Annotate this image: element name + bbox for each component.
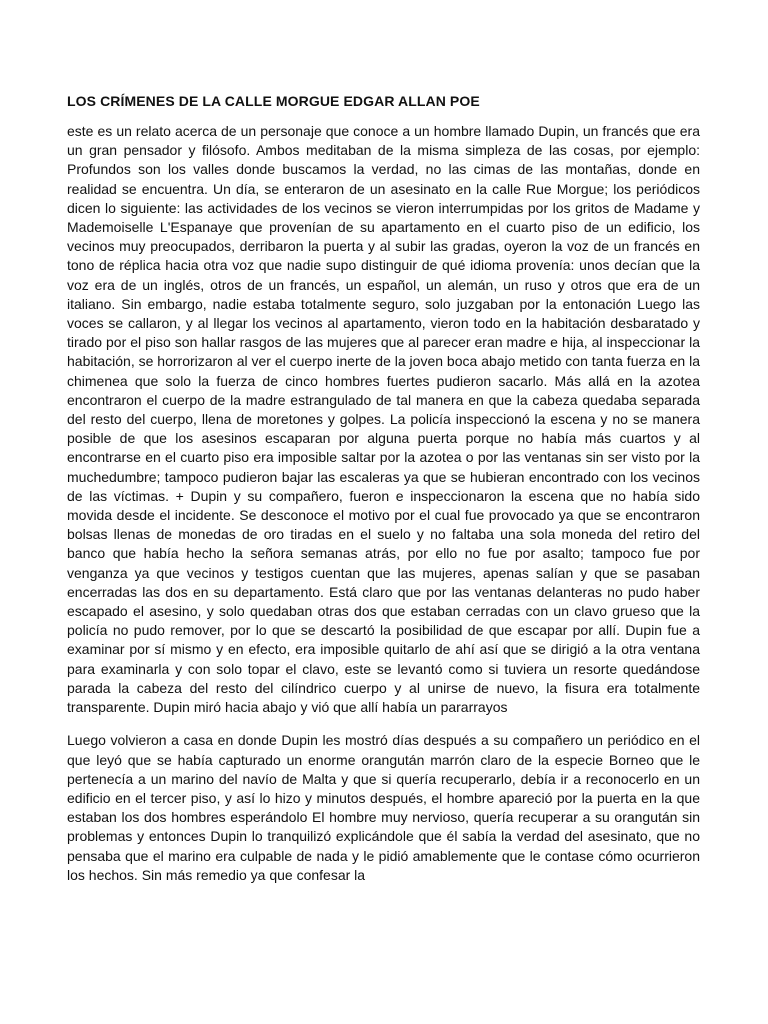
document-page — [67, 92, 700, 899]
paragraph-2: Luego volvieron a casa en donde Dupin les mostró días después a su compañero un periódico en el que leyó que se había capturado un enorme orangután marrón claro de la especie Borneo que le pertenecía a un marino del navío de Malta y que si quería recuperarlo, debía ir a reconocerlo en un edificio en el tercer piso, y así lo hizo y minutos después, el hombre apareció por la puerta en la que estaban los dos hombres esperándolo El hombre muy nervioso, quería recuperar a su orangután sin problemas y entonces Dupin lo tranquilizó explicándole que él sabía la verdad del asesinato, que no pensaba que el marino era culpable de nada y le pidió amablemente que le contase cómo ocurrieron los hechos. Sin más remedio ya que confesar la — [67, 732, 700, 883]
paragraph-1: este es un relato acerca de un personaje que conoce a un hombre llamado Dupin, un francés que era un gran pensador y filósofo. Ambos meditaban de la misma simpleza de las cosas, por ejemplo: Profundos son los valles donde buscamos la verdad, no las cimas de las montañas, donde en realidad se encuentra. Un día, se enteraron de un asesinato en la calle Rue Morgue; los periódicos dicen lo siguiente: las actividades de los vecinos se vieron interrumpidas por los gritos de Madame y Mademoiselle L'Espanaye que provenían de su apartamento en el cuarto piso de un edificio, los vecinos muy preocupados, derribaron la puerta y al subir las gradas, oyeron la voz de un francés en tono de réplica hacia otra voz que nadie supo distinguir de qué idioma provenía: unos decían que la voz era de un inglés, otros de un francés, un español, un alemán, un ruso y otros que era de un italiano. Sin embargo, nadie estaba totalmente seguro, solo juzgaban por la entonación Luego las voces se callaron, y al llegar los vecinos al apartamento, vieron todo en la habitación desbaratado y tirado por el piso son hallar rasgos de las mujeres que al parecer eran madre e hija, al inspeccionar la habitación, se horrorizaron al ver el cuerpo inerte de la joven boca abajo metido con tanta fuerza en la chimenea que solo la fuerza de cinco hombres fuertes pudieron sacarlo. Más allá en la azotea encontraron el cuerpo de la madre estrangulado de tal manera en que la cabeza quedaba separada del resto del cuerpo, llena de moretones y golpes. La policía inspeccionó la escena y no se manera posible de que los asesinos escaparan por alguna puerta porque no había más cuartos y al encontrarse en el cuarto piso era imposible saltar por la azotea o por las ventanas sin ser visto por la muchedumbre; tampoco pudieron bajar las escaleras ya que se hubieran encontrado con los vecinos de las víctimas. + Dupin y su compañero, fueron e inspeccionaron la escena que no había sido movida desde el incidente. Se desconoce el motivo por el cual fue provocado ya que se encontraron bolsas llenas de monedas de oro tiradas en el suelo y no faltaba una sola moneda del retiro del banco que había hecho la señora semanas atrás, por ello no fue por asalto; tampoco fue por venganza ya que vecinos y testigos cuentan que las mujeres, apenas salían y que se pasaban encerradas las dos en su departamento. Está claro que por las ventanas delanteras no pudo haber escapado el asesino, y solo quedaban otras dos que estaban cerradas con un clavo grueso que la policía no pudo remover, por lo que se descartó la posibilidad de que escapar por allí. Dupin fue a examinar por sí mismo y en efecto, era imposible quitarlo de ahí así que se dirigió a la otra ventana para examinarla y con solo topar el clavo, este se levantó como si tuviera un resorte quedándose parada la cabeza del resto del cilíndrico cuerpo y al unirse de nuevo, la fisura era totalmente transparente. Dupin miró hacia abajo y vió que allí había un pararrayos — [67, 123, 700, 716]
document-title: LOS CRÍMENES DE LA CALLE MORGUE EDGAR ALLAN POE — [67, 93, 480, 109]
